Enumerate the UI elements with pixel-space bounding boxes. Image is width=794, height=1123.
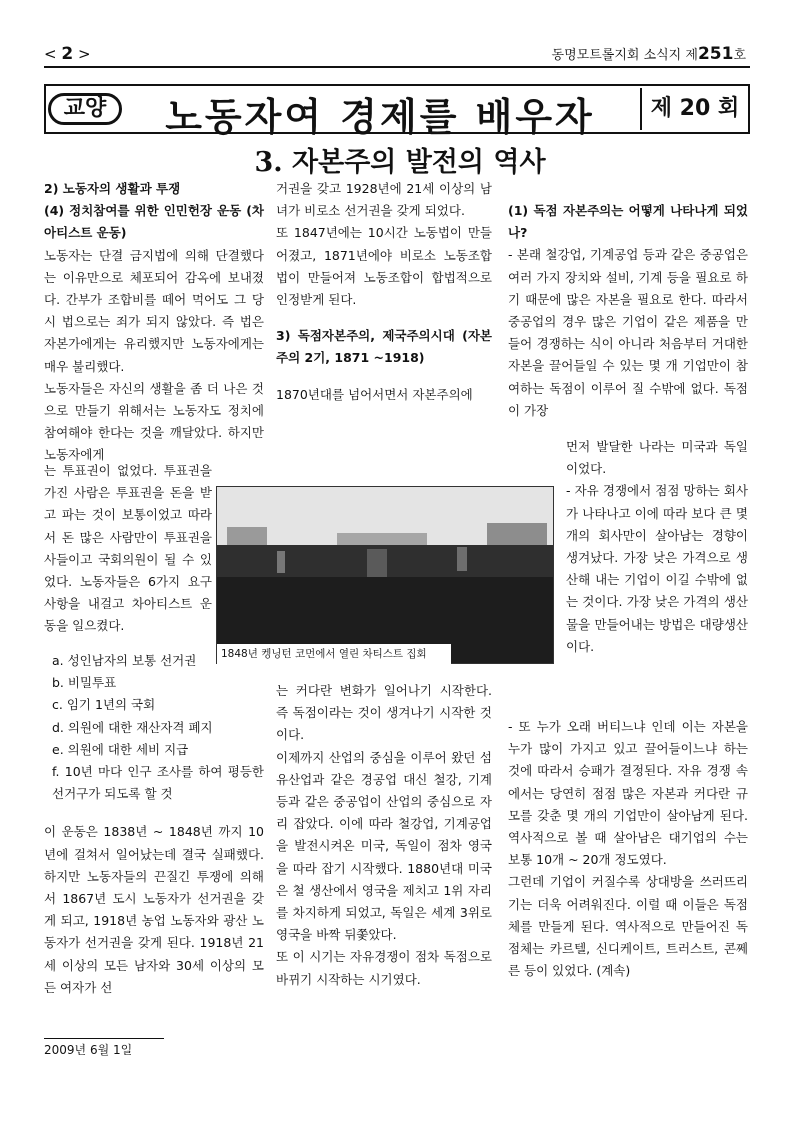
list-item: d. 의원에 대한 재산자격 폐지 <box>52 719 213 735</box>
column-1-wrap <box>44 460 212 638</box>
list-item: e. 의원에 대한 세비 지급 <box>52 741 189 757</box>
paragraph: 또 이 시기는 자유경쟁이 점차 독점으로 바뀌기 시작하는 시기였다. <box>276 949 492 987</box>
paragraph: 그런데 기업이 커질수록 상대방을 쓰러뜨리기는 더욱 어려워진다. 이럴 때 이들은 독점체를 만들게 된다. 역사적으로 만들어진 독점체는 카르텔, 신디케이트, 트러스트, 콘쩨른 등이 있었다. (계속) <box>508 874 748 979</box>
footer-rule <box>44 1038 164 1039</box>
category-badge: 교양 <box>48 93 122 125</box>
paragraph: - 또 누가 오래 버티느냐 인데 이는 자본을 누가 많이 가지고 있고 끌어들이느냐 하는 것에 따라서 승패가 결정된다. 자유 경쟁 속에서는 당연히 점점 많은 자본과 커다란 규모를 갖춘 몇 개의 기업만이 살아남게 된다. 역사적으로 볼 때 살아남은 대기업의 수는 보통 10개 ~ 20개 정도였다. <box>508 719 748 868</box>
column-1 <box>44 178 264 467</box>
column-3 <box>508 200 748 422</box>
newsletter-issue: 동명모트롤지회 소식지 제251호 <box>551 44 746 64</box>
article-subtitle: 3. 자본주의 발전의 역사 <box>254 147 546 178</box>
section-heading: 2) 노동자의 생활과 투쟁 <box>44 181 181 196</box>
paragraph: 1870년대를 넘어서면서 자본주의에 <box>276 386 473 402</box>
column-1-lower <box>44 650 264 999</box>
paragraph: 이 운동은 1838년 ~ 1848년 까지 10년에 걸쳐서 일어났는데 결국 실패했다. 하지만 노동자들의 끈질긴 투쟁에 의해서 1867년 도시 노동자가 선거권을 갖게 되고, 1918년 농업 노동자와 광산 노동자가 선거권을 갖게 된다. 1918년 21세 이상의 모든 남자와 30세 이상의 모든 여자가 선 <box>44 824 264 995</box>
paragraph: 노동자들은 자신의 생활을 좀 더 나은 것으로 만들기 위해서는 노동자도 정치에 참여해야 한다는 것을 깨달았다. 하지만 노동자에게 <box>44 380 264 463</box>
paragraph: - 자유 경쟁에서 점점 망하는 회사가 나타나고 이에 따라 보다 큰 몇 개의 회사만이 살아남는 경향이 생겨났다. 가장 낮은 가격으로 생산해 내는 기업이 이길 수밖에 없는 것이다. 가장 낮은 가격의 생산물을 만들어내는 방법은 대량생산 이다. <box>566 483 748 654</box>
paragraph: 노동자는 단결 금지법에 의해 단결했다는 이유만으로 체포되어 감옥에 보내졌다. 간부가 조합비를 떼어 먹어도 그 당시 법으로는 죄가 되지 않았다. 즉 법은 자본가에게는 유리했지만 노동자에게는 매우 불리했다. <box>44 247 264 374</box>
crowd-illustration <box>217 487 554 664</box>
photo-caption: 1848년 켕닝턴 코먼에서 열린 차티스트 집회 <box>217 644 451 664</box>
header-rule <box>44 66 750 68</box>
page-number: < 2 > <box>44 44 91 64</box>
paragraph: 거권을 갖고 1928년에 21세 이상의 남녀가 비로소 선거권을 갖게 되었다. <box>276 181 492 219</box>
demands-list <box>44 650 264 805</box>
paragraph: 또 1847년에는 10시간 노동법이 만들어졌고, 1871년에야 비로소 노동조합법이 만들어져 노동조합이 합법적으로 인정받게 된다. <box>276 225 492 308</box>
list-item: b. 비밀투표 <box>52 675 117 691</box>
column-3-wrap <box>566 436 748 658</box>
column-2-lower <box>276 680 492 991</box>
paragraph: 먼저 발달한 나라는 미국과 독일이었다. <box>566 439 748 477</box>
publication-date: 2009년 6월 1일 <box>44 1043 133 1057</box>
paragraph: - 본래 철강업, 기계공업 등과 같은 중공업은 여러 가지 장치와 설비, 기계 등을 필요로 하기 때문에 많은 자본을 필요로 한다. 따라서 중공업의 경우 많은 기업이 같은 제품을 만들어 경쟁하는 식이 아니라 처음부터 거대한 자본을 끌어들일 수 있는 몇 개 기업만이 참여하는 독점이 이루어 질 수밖에 없다. 독점이 가장 <box>508 247 748 418</box>
section-heading: 3) 독점자본주의, 제국주의시대 (자본주의 2기, 1871 ~1918) <box>276 328 492 366</box>
series-title: 노동자여 경제를 배우자 <box>165 95 595 139</box>
subsection-heading: (4) 정치참여를 위한 인민헌장 운동 (차아티스트 운동) <box>44 203 264 241</box>
paragraph: 는 투표권이 없었다. 투표권을 가진 사람은 투표권을 돈을 받고 파는 것이 보통이었고 따라서 돈 많은 사람만이 투표권을 사들이고 국회의원이 될 수 있었다. 노동자들은 6가지 요구사항을 내걸고 차아티스트 운동을 일으켰다. <box>44 463 212 634</box>
list-item: f. 10년 마다 인구 조사를 하여 평등한 선거구가 되도록 할 것 <box>52 764 264 802</box>
list-item: c. 임기 1년의 국회 <box>52 697 156 713</box>
column-2 <box>276 178 492 406</box>
list-item: a. 성인남자의 보통 선거권 <box>52 653 197 668</box>
episode-number: 제 20 회 <box>640 88 748 130</box>
subsection-heading: (1) 독점 자본주의는 어떻게 나타나게 되었나? <box>508 203 748 241</box>
paragraph: 이제까지 산업의 중심을 이루어 왔던 섬유산업과 같은 경공업 대신 철강, 기계 등과 같은 중공업이 산업의 중심으로 자리 잡았다. 이에 따라 철강업, 기계공업을 발전시켜온 미국, 독일이 점차 영국을 따라 잡기 시작했다. 1880년대 미국은 철 생산에서 영국을 제치고 1위 자리를 차지하게 되었고, 독일은 세계 3위로 영국을 바짝 뒤쫓았다. <box>276 749 492 943</box>
chartist-rally-photo <box>216 486 554 664</box>
paragraph: 는 커다란 변화가 일어나기 시작한다. 즉 독점이라는 것이 생겨나기 시작한 것이다. <box>276 683 492 743</box>
column-3-lower <box>508 716 748 982</box>
